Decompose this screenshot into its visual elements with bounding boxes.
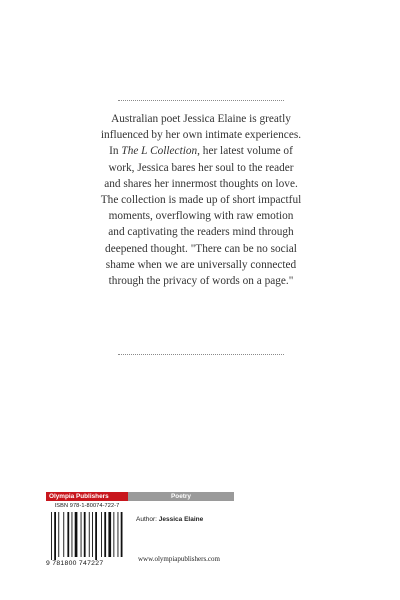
dotted-rule-top bbox=[118, 100, 284, 101]
barcode bbox=[46, 503, 128, 568]
barcode-bar bbox=[104, 512, 106, 557]
barcode-bar bbox=[84, 512, 86, 557]
blurb-part-1: Australian poet Jessica Elaine is greatly influenced by her own intimate experiences. In bbox=[100, 113, 302, 158]
blurb-part-2: , her latest volume of work, Jessica bares her soul to the reader and shares her innermost thoughts on love. The collection is made up of short impactful moments, overflowing with raw emotion and captivating the readers mind through deepened thought. "There can be no social shame when we are universally connected through the privacy of words on a page." bbox=[100, 145, 302, 288]
publisher-website: www.olympiapublishers.com bbox=[138, 555, 220, 563]
blurb-text bbox=[100, 111, 302, 289]
barcode-bar bbox=[92, 512, 93, 557]
barcode-bar bbox=[51, 512, 52, 560]
barcode-bar bbox=[54, 512, 56, 560]
genre-label: Poetry bbox=[128, 492, 234, 501]
barcode-bar bbox=[81, 512, 82, 557]
barcode-bars bbox=[46, 503, 128, 563]
barcode-bar bbox=[121, 512, 123, 557]
barcode-bar bbox=[113, 512, 114, 557]
author-label: Author: bbox=[136, 516, 157, 523]
barcode-digits: 9 781800 747227 bbox=[46, 560, 104, 567]
publisher-bar bbox=[46, 492, 234, 501]
barcode-bar bbox=[108, 512, 111, 557]
barcode-bar bbox=[95, 512, 97, 560]
blurb-book-title: The L Collection bbox=[121, 145, 198, 158]
author-name: Jessica Elaine bbox=[158, 516, 204, 523]
barcode-bar bbox=[67, 512, 69, 557]
barcode-bar bbox=[58, 512, 59, 557]
barcode-bar bbox=[118, 512, 119, 557]
isbn-text: ISBN 978-1-80074-722-7 bbox=[54, 503, 120, 509]
dotted-rule-bottom bbox=[118, 354, 284, 355]
author-line bbox=[136, 516, 203, 523]
barcode-bar bbox=[75, 512, 78, 557]
barcode-bar bbox=[72, 512, 73, 557]
back-cover-blurb bbox=[100, 111, 302, 289]
barcode-bar bbox=[63, 512, 64, 557]
barcode-bar bbox=[89, 512, 90, 557]
publisher-name: Olympia Publishers bbox=[46, 492, 128, 501]
barcode-bar bbox=[101, 512, 102, 557]
